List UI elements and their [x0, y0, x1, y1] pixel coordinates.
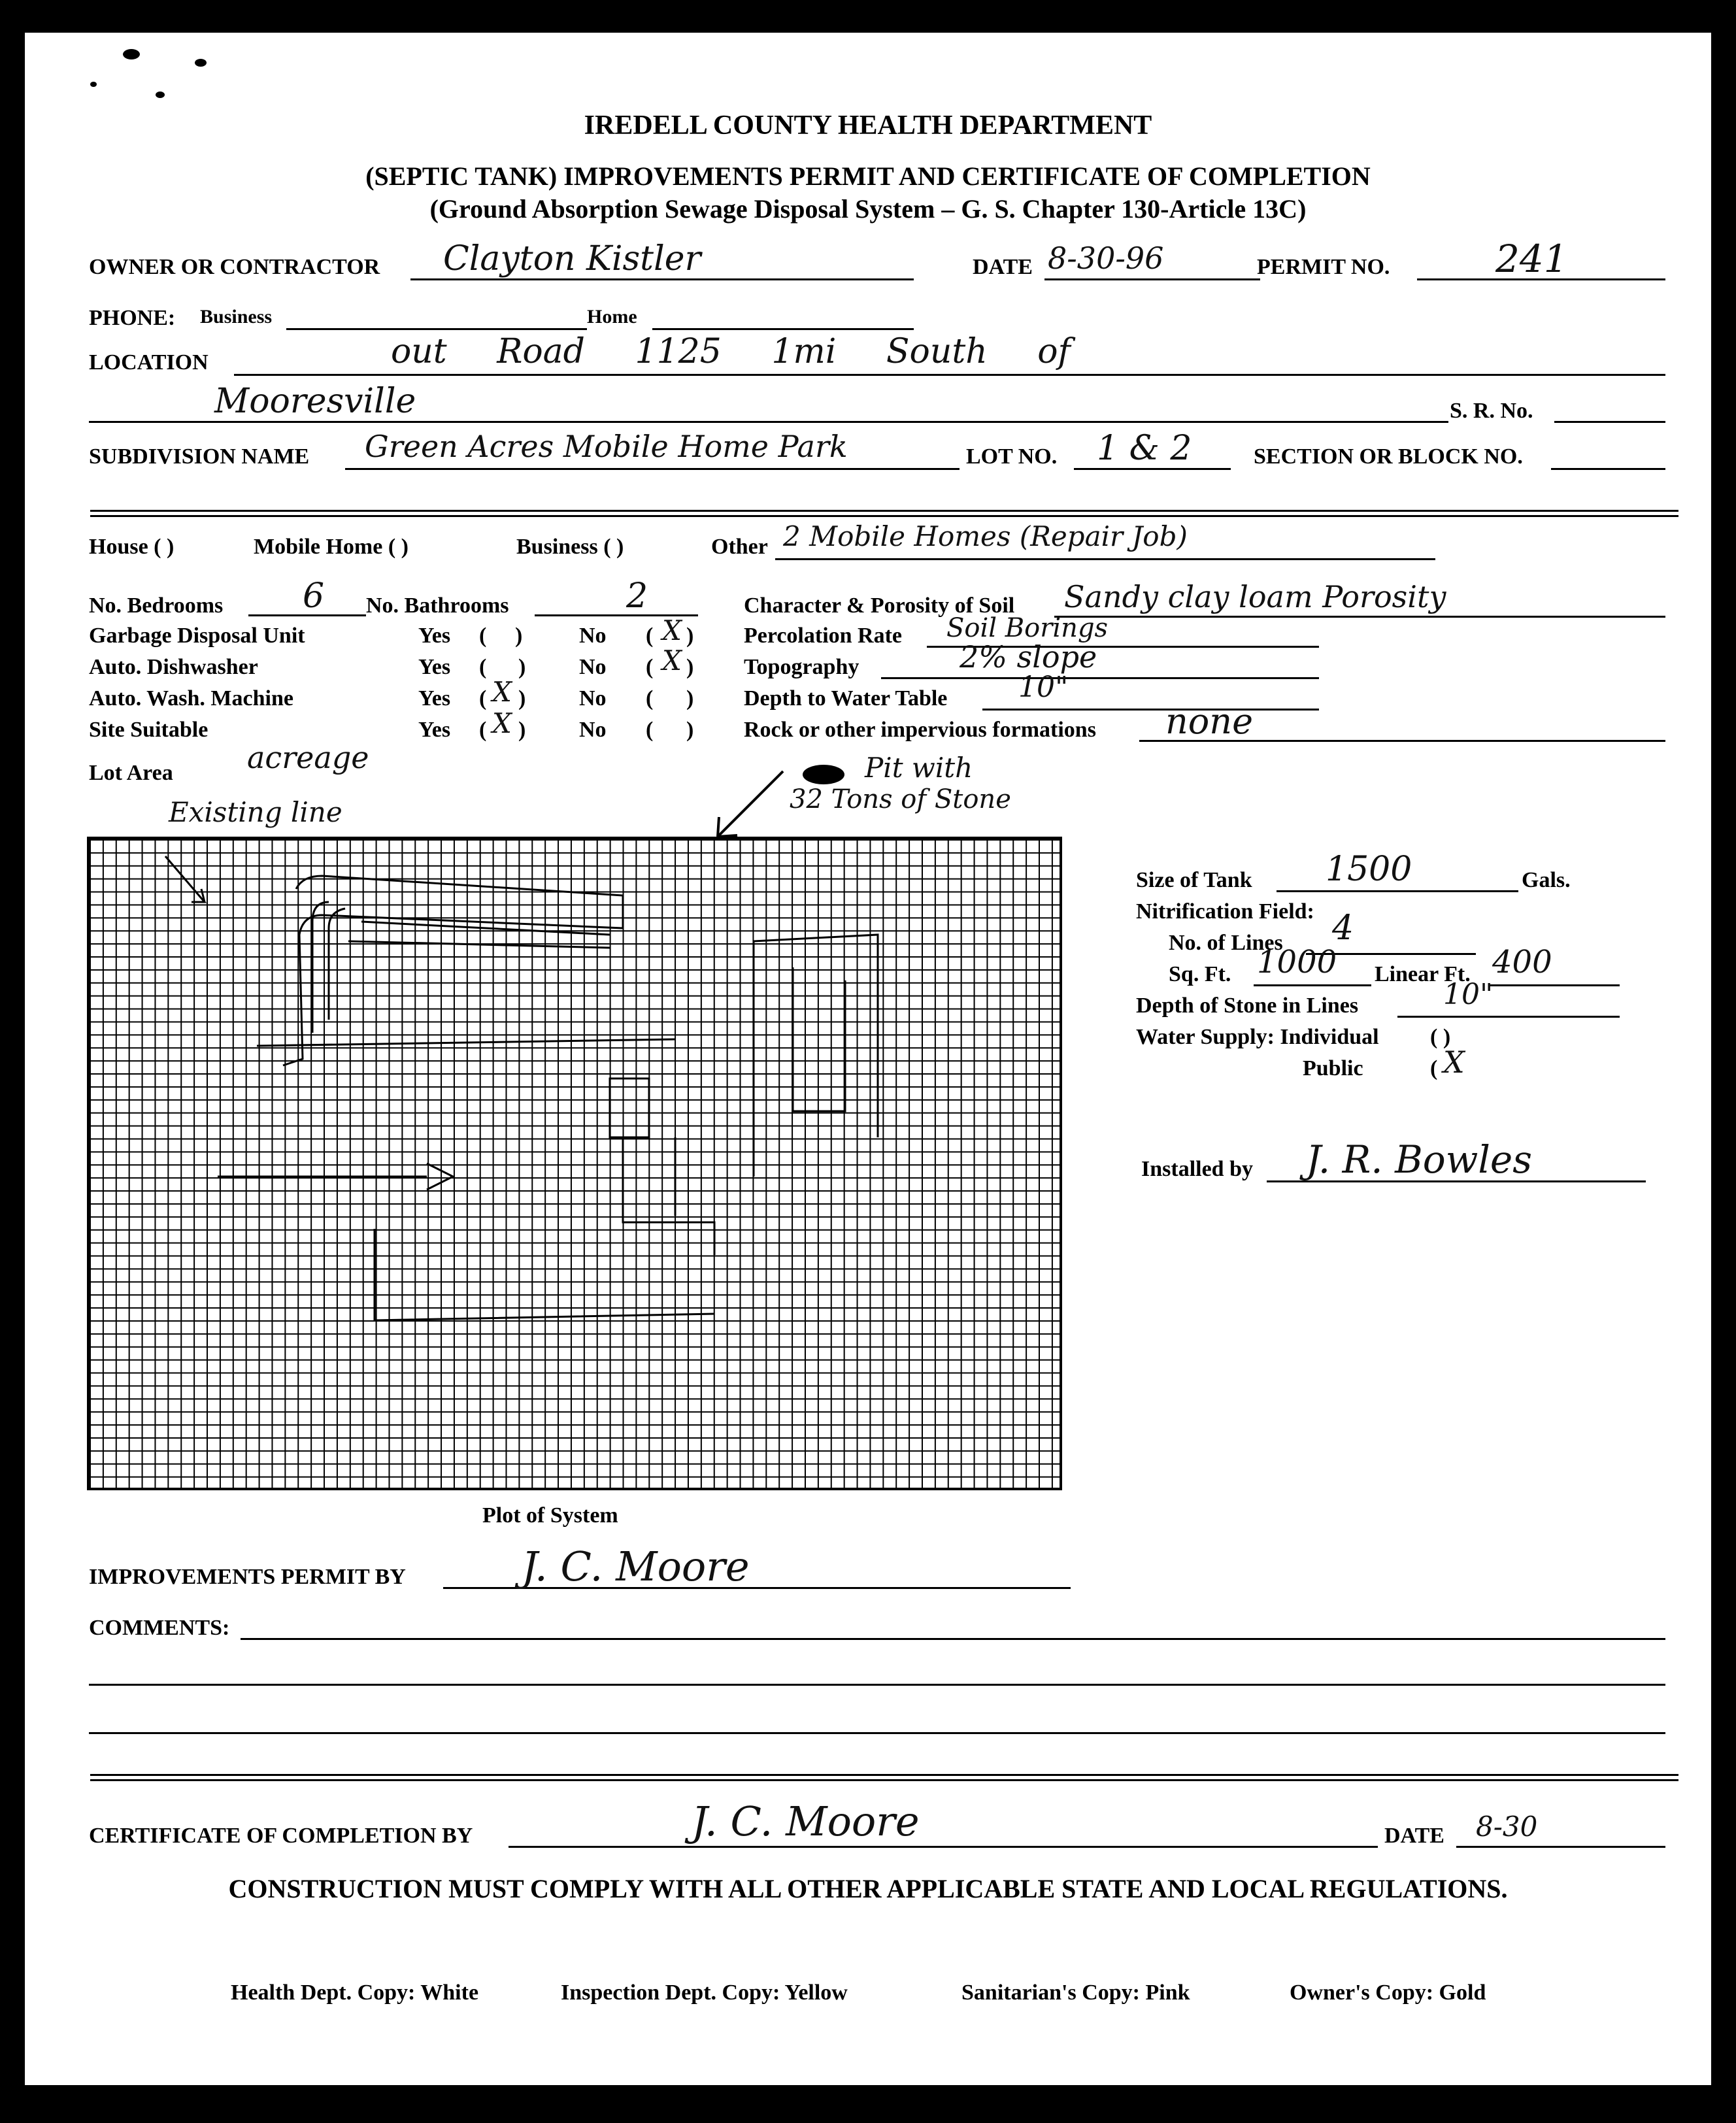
linear-value: 400: [1492, 944, 1552, 980]
site-no-label: No: [579, 718, 607, 742]
subdivision-value: Green Acres Mobile Home Park: [365, 429, 848, 464]
divider-rule: [90, 510, 1678, 517]
certificate-label: CERTIFICATE OF COMPLETION BY: [89, 1824, 473, 1848]
topo-value: 2% slope: [960, 639, 1097, 675]
phone-home-line: [652, 328, 914, 330]
dishwasher-yes-close: ): [518, 655, 526, 679]
tank-size-value: 1500: [1326, 850, 1412, 889]
owner-line: [410, 278, 914, 280]
linear-line: [1489, 984, 1620, 986]
permit-label: PERMIT NO.: [1257, 255, 1390, 279]
site-yes-check: X: [492, 707, 512, 739]
compliance-notice: CONSTRUCTION MUST COMPLY WITH ALL OTHER APPLICABLE STATE AND LOCAL REGULATIONS.: [228, 1874, 1508, 1903]
certificate-line: [509, 1846, 1378, 1848]
stone-depth-value: 10": [1443, 978, 1494, 1011]
washer-no-label: No: [579, 686, 607, 710]
form-title: (SEPTIC TANK) IMPROVEMENTS PERMIT AND CERTIFICATE OF COMPLETION: [365, 161, 1371, 191]
pit-arrow-icon: [678, 758, 809, 850]
copy-owner: Owner's Copy: Gold: [1290, 1981, 1486, 2005]
washer-no-close: ): [686, 686, 694, 710]
location-value-2: Mooresville: [214, 382, 416, 421]
date-label: DATE: [973, 255, 1033, 279]
sqft-value: 1000: [1257, 944, 1337, 980]
sqft-label: Sq. Ft.: [1169, 962, 1231, 986]
washer-yes-check: X: [492, 676, 512, 708]
soil-line: [1054, 616, 1665, 618]
permit-value: 241: [1495, 237, 1568, 281]
lot-area-label: Lot Area: [89, 761, 173, 785]
gals-label: Gals.: [1522, 868, 1571, 892]
owner-value: Clayton Kistler: [443, 239, 701, 278]
dishwasher-yes-open: (: [479, 655, 487, 679]
tank-size-line: [1277, 890, 1518, 892]
owner-label: OWNER OR CONTRACTOR: [89, 255, 380, 279]
location-line-2: [89, 421, 1448, 423]
comments-line-1: [241, 1638, 1665, 1640]
bedrooms-value: 6: [303, 577, 325, 616]
other-value: 2 Mobile Homes (Repair Job): [783, 520, 1188, 552]
date-line: [1044, 278, 1260, 280]
nitrification-label: Nitrification Field:: [1136, 899, 1314, 924]
section-label: SECTION OR BLOCK NO.: [1254, 444, 1523, 469]
subdivision-line: [345, 468, 960, 470]
garbage-yes-open: (: [479, 624, 487, 648]
improvements-label: IMPROVEMENTS PERMIT BY: [89, 1565, 406, 1589]
garbage-yes-label: Yes: [418, 624, 451, 648]
site-yes-label: Yes: [418, 718, 451, 742]
lot-line: [1074, 468, 1231, 470]
phone-label: PHONE:: [89, 306, 176, 330]
bedrooms-label: No. Bedrooms: [89, 593, 224, 618]
department-title: IREDELL COUNTY HEALTH DEPARTMENT: [584, 110, 1152, 141]
water-table-value: 10": [1018, 671, 1069, 704]
business-option: Business ( ): [516, 535, 624, 559]
sr-label: S. R. No.: [1450, 399, 1533, 423]
tank-size-label: Size of Tank: [1136, 868, 1252, 892]
site-yes-open: (: [479, 718, 487, 742]
footer-rule: [90, 1774, 1678, 1781]
dishwasher-no-close: ): [686, 655, 694, 679]
comments-line-2: [89, 1684, 1665, 1686]
dishwasher-yes-label: Yes: [418, 655, 451, 679]
lot-label: LOT NO.: [966, 444, 1058, 469]
copy-inspection: Inspection Dept. Copy: Yellow: [561, 1981, 848, 2005]
plot-annotation-pit-1: Pit with: [865, 752, 973, 784]
plot-caption: Plot of System: [482, 1503, 618, 1528]
bathrooms-label: No. Bathrooms: [366, 593, 509, 618]
stone-depth-line: [1397, 1016, 1620, 1018]
soil-value: Sandy clay loam Porosity: [1064, 579, 1446, 614]
site-no-close: ): [686, 718, 694, 742]
scan-speck: [123, 49, 140, 59]
washer-label: Auto. Wash. Machine: [89, 686, 293, 710]
site-yes-close: ): [518, 718, 526, 742]
washer-yes-label: Yes: [418, 686, 451, 710]
water-supply-label: Water Supply: Individual: [1136, 1025, 1379, 1049]
perc-value: Soil Borings: [946, 613, 1109, 643]
phone-business-label: Business: [200, 306, 273, 327]
other-label: Other: [711, 535, 768, 559]
permit-form: [25, 33, 1711, 2085]
perc-label: Percolation Rate: [744, 624, 903, 648]
mobile-home-option: Mobile Home ( ): [254, 535, 409, 559]
washer-yes-open: (: [479, 686, 487, 710]
bathrooms-value: 2: [626, 577, 648, 616]
improvements-signature: J. C. Moore: [522, 1543, 750, 1590]
date-value: 8-30-96: [1048, 241, 1164, 276]
location-label: LOCATION: [89, 350, 209, 375]
installed-value: J. R. Bowles: [1306, 1137, 1532, 1182]
subdivision-label: SUBDIVISION NAME: [89, 444, 310, 469]
garbage-no-open: (: [646, 624, 654, 648]
certificate-date-label: DATE: [1384, 1824, 1444, 1848]
form-subtitle: (Ground Absorption Sewage Disposal System – G. S. Chapter 130-Article 13C): [429, 194, 1307, 224]
water-public-check: X: [1443, 1045, 1465, 1080]
stone-depth-label: Depth of Stone in Lines: [1136, 994, 1359, 1018]
dishwasher-no-label: No: [579, 655, 607, 679]
soil-label: Character & Porosity of Soil: [744, 593, 1015, 618]
comments-label: COMMENTS:: [89, 1616, 230, 1640]
section-line: [1551, 468, 1665, 470]
plot-annotation-pit-2: 32 Tons of Stone: [790, 784, 1011, 814]
topo-line: [881, 677, 1319, 679]
washer-no-open: (: [646, 686, 654, 710]
plot-annotation-existing: Existing line: [169, 796, 342, 828]
plot-sketch: [87, 837, 1062, 1490]
rock-value: none: [1165, 701, 1254, 742]
water-table-line: [982, 709, 1319, 710]
location-value-1: out Road 1125 1mi South of: [391, 332, 1071, 371]
washer-yes-close: ): [518, 686, 526, 710]
lines-value: 4: [1332, 909, 1354, 948]
garbage-no-label: No: [579, 624, 607, 648]
rock-label: Rock or other impervious formations: [744, 718, 1096, 742]
installed-label: Installed by: [1141, 1157, 1253, 1181]
dishwasher-no-check: X: [662, 644, 682, 677]
sqft-line: [1254, 984, 1371, 986]
scan-speck: [195, 59, 207, 67]
house-option: House ( ): [89, 535, 175, 559]
linear-label: Linear Ft.: [1375, 962, 1471, 986]
site-no-open: (: [646, 718, 654, 742]
certificate-date-value: 8-30: [1476, 1811, 1538, 1843]
sr-line: [1554, 421, 1665, 423]
water-public-label: Public: [1303, 1056, 1363, 1080]
copy-health: Health Dept. Copy: White: [231, 1981, 479, 2005]
location-line-1: [234, 374, 1665, 376]
dishwasher-label: Auto. Dishwasher: [89, 655, 258, 679]
lines-label: No. of Lines: [1169, 931, 1283, 955]
certificate-signature: J. C. Moore: [692, 1797, 920, 1845]
scan-speck: [156, 92, 165, 98]
dishwasher-no-open: (: [646, 655, 654, 679]
lot-area-value: acreage: [247, 740, 369, 775]
certificate-date-line: [1456, 1846, 1665, 1848]
water-table-label: Depth to Water Table: [744, 686, 948, 710]
garbage-label: Garbage Disposal Unit: [89, 624, 305, 648]
phone-home-label: Home: [587, 306, 637, 327]
comments-line-3: [89, 1732, 1665, 1734]
scan-speck: [90, 82, 97, 87]
site-label: Site Suitable: [89, 718, 209, 742]
topo-label: Topography: [744, 655, 860, 679]
lot-value: 1 & 2: [1097, 429, 1192, 468]
garbage-no-check: X: [662, 614, 682, 646]
garbage-yes-close: ): [515, 624, 523, 648]
copy-sanitarian: Sanitarian's Copy: Pink: [961, 1981, 1190, 2005]
other-line: [775, 558, 1435, 560]
water-public-box: (: [1430, 1056, 1438, 1080]
water-individual-box: ( ): [1430, 1025, 1451, 1049]
garbage-no-close: ): [686, 624, 694, 648]
phone-business-line: [286, 328, 587, 330]
